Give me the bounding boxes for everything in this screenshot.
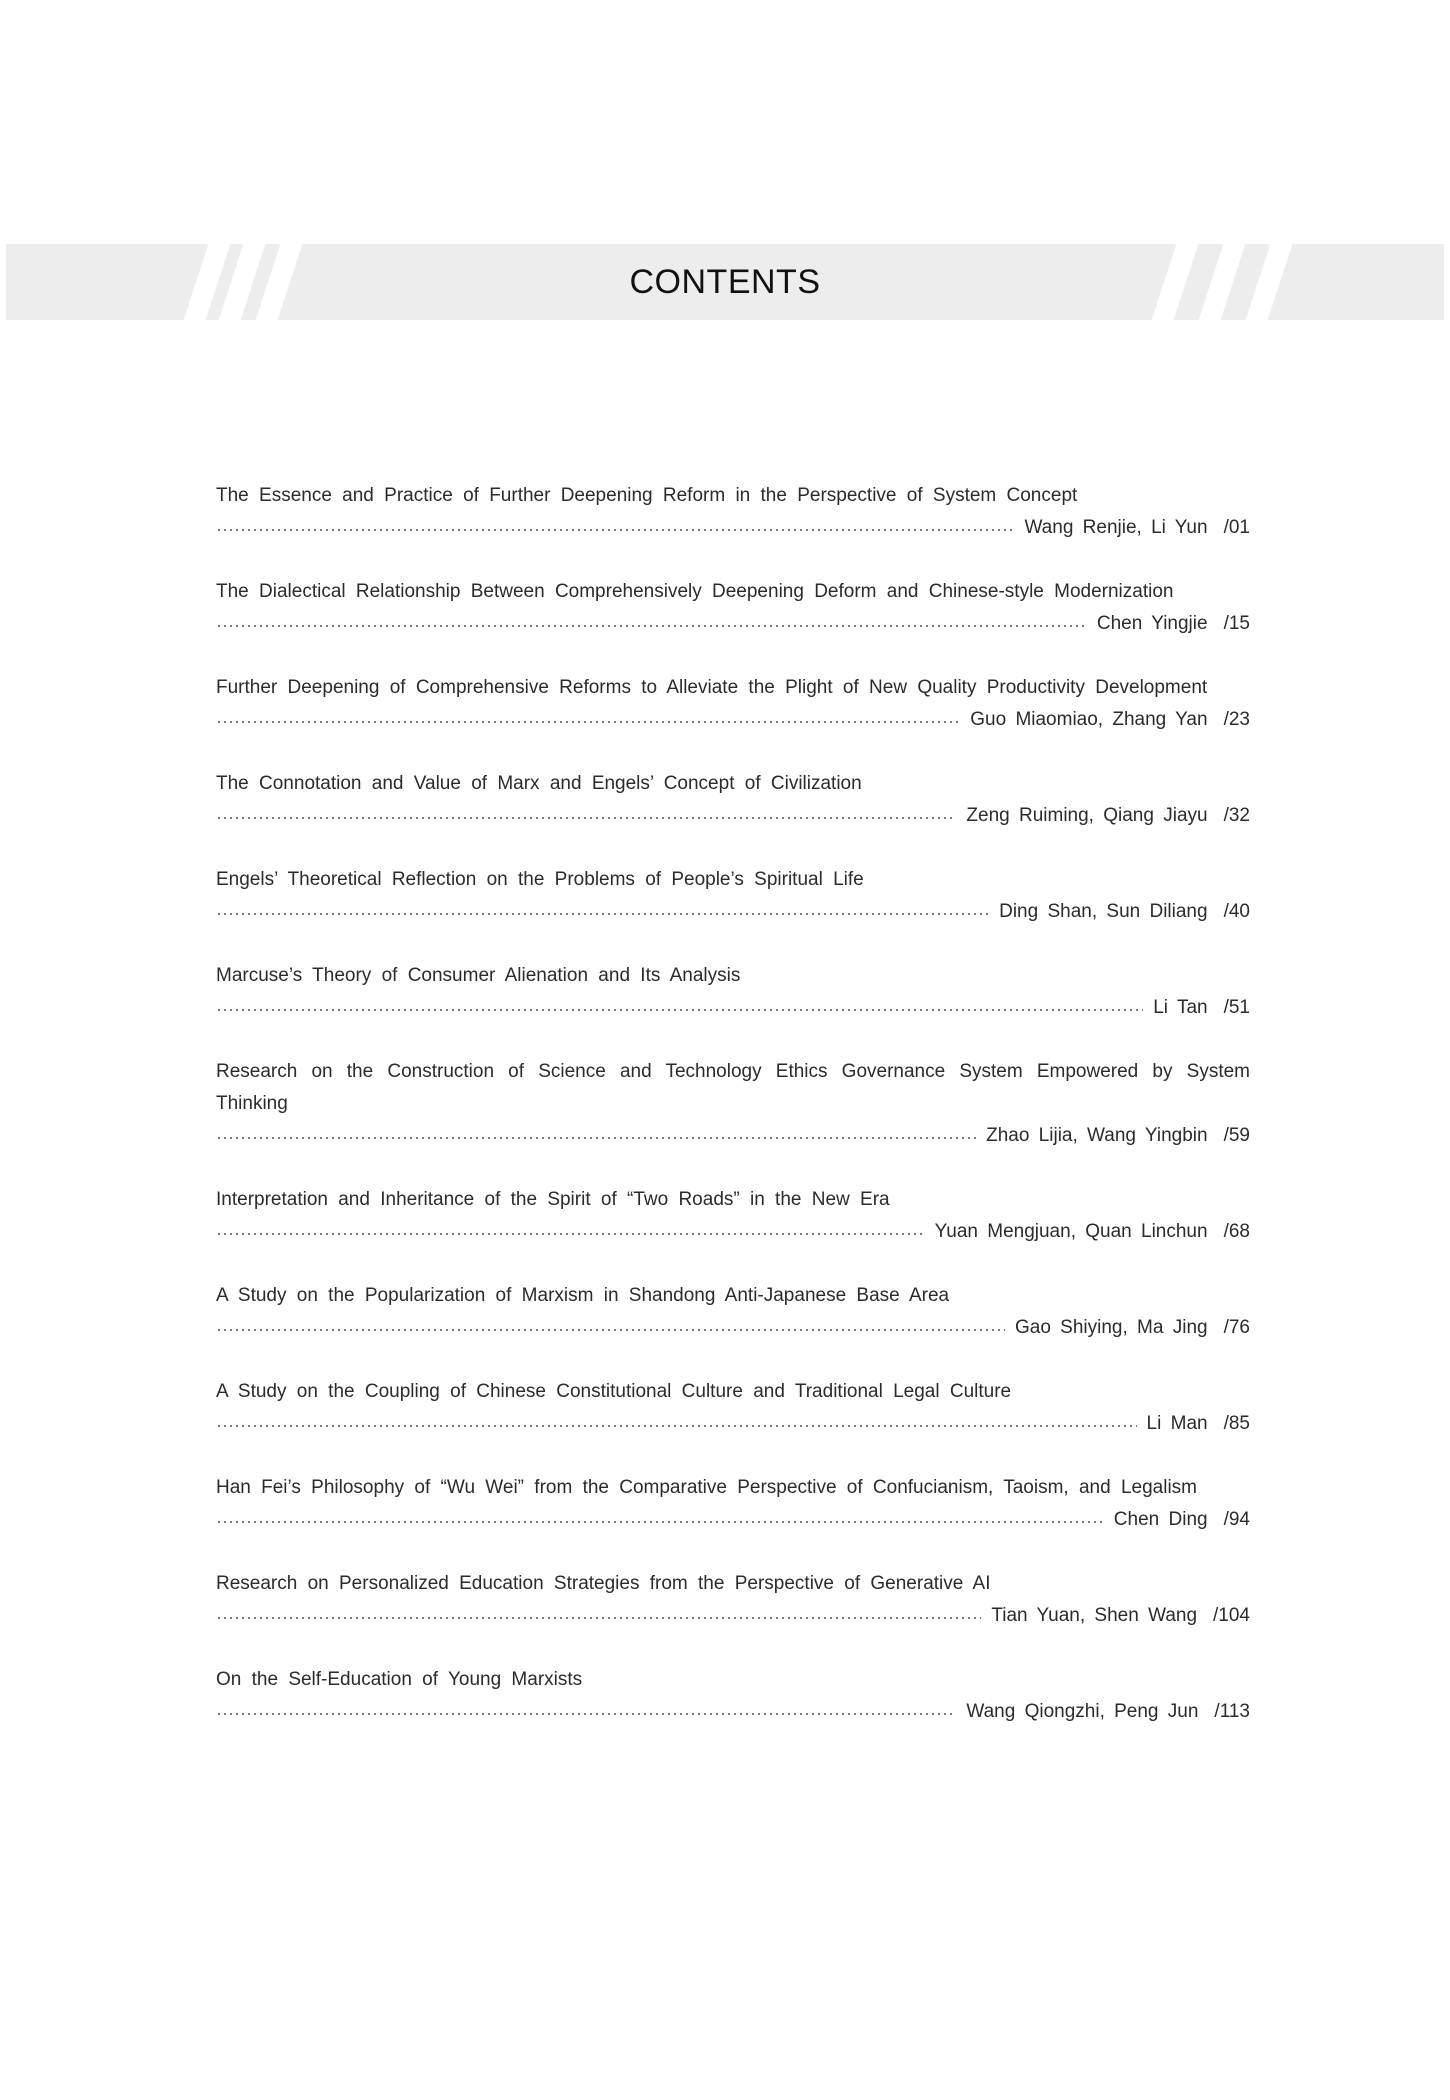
toc-entry-title[interactable]: The Dialectical Relationship Between Comprehensively Deepening Deform and Chinese-style Modernization — [216, 581, 1174, 602]
toc-entry-meta — [216, 1216, 1250, 1248]
dot-leader — [216, 1521, 1104, 1523]
toc-entry[interactable] — [216, 864, 1250, 928]
toc-entry-title[interactable]: Engels’ Theoretical Reflection on the Problems of People’s Spiritual Life — [216, 869, 864, 890]
table-of-contents — [216, 480, 1250, 1760]
toc-entry-meta — [216, 608, 1250, 640]
dot-leader — [216, 1425, 1137, 1427]
toc-entry-page[interactable]: /76 — [1223, 1317, 1250, 1338]
dot-leader — [216, 913, 989, 915]
toc-entry-meta — [216, 1600, 1250, 1632]
toc-entry-authors: Zhao Lijia, Wang Yingbin — [986, 1125, 1208, 1146]
toc-entry-meta — [216, 1312, 1250, 1344]
toc-entry-meta — [216, 704, 1250, 736]
toc-entry-title[interactable]: On the Self-Education of Young Marxists — [216, 1669, 583, 1690]
dot-leader — [216, 529, 1014, 531]
dot-leader — [216, 721, 960, 723]
toc-entry-title[interactable]: Interpretation and Inheritance of the Spirit of “Two Roads” in the New Era — [216, 1189, 890, 1210]
toc-entry[interactable] — [216, 1280, 1250, 1344]
toc-entry-meta — [216, 800, 1250, 832]
toc-entry-page[interactable]: /113 — [1214, 1701, 1250, 1722]
dot-leader — [216, 817, 956, 819]
toc-entry-authors: Zeng Ruiming, Qiang Jiayu — [966, 805, 1208, 826]
toc-entry-page[interactable]: /51 — [1223, 997, 1250, 1018]
toc-entry-page[interactable]: /85 — [1223, 1413, 1250, 1434]
toc-entry[interactable] — [216, 1664, 1250, 1728]
dot-leader — [216, 1329, 1005, 1331]
dot-leader — [216, 625, 1087, 627]
dot-leader — [216, 1713, 956, 1715]
toc-entry-title[interactable]: Han Fei’s Philosophy of “Wu Wei” from the Comparative Perspective of Confucianism, Taoism, and Legalism — [216, 1477, 1197, 1498]
contents-banner — [6, 244, 1444, 320]
toc-entry-authors: Wang Qiongzhi, Peng Jun — [966, 1701, 1199, 1722]
toc-entry-title[interactable]: Research on Personalized Education Strategies from the Perspective of Generative AI — [216, 1573, 991, 1594]
toc-entry-title[interactable]: A Study on the Coupling of Chinese Constitutional Culture and Traditional Legal Culture — [216, 1381, 1012, 1402]
toc-entry[interactable] — [216, 960, 1250, 1024]
toc-entry-title[interactable]: Further Deepening of Comprehensive Reforms to Alleviate the Plight of New Quality Productivity Development — [216, 677, 1208, 698]
dot-leader — [216, 1617, 981, 1619]
toc-entry[interactable] — [216, 672, 1250, 736]
toc-entry-title[interactable]: The Essence and Practice of Further Deepening Reform in the Perspective of System Concept — [216, 485, 1078, 506]
toc-entry-authors: Guo Miaomiao, Zhang Yan — [970, 709, 1208, 730]
dot-leader — [216, 1009, 1143, 1011]
toc-entry-page[interactable]: /59 — [1223, 1125, 1250, 1146]
toc-entry-title[interactable]: The Connotation and Value of Marx and Engels’ Concept of Civilization — [216, 773, 862, 794]
toc-entry-meta — [216, 1120, 1250, 1152]
toc-entry-title[interactable]: Marcuse’s Theory of Consumer Alienation and Its Analysis — [216, 965, 741, 986]
toc-entry-authors: Gao Shiying, Ma Jing — [1014, 1317, 1208, 1338]
toc-entry-meta — [216, 512, 1250, 544]
toc-entry-page[interactable]: /01 — [1223, 517, 1250, 538]
toc-entry-meta — [216, 896, 1250, 928]
toc-entry-authors: Wang Renjie, Li Yun — [1024, 517, 1208, 538]
toc-entry[interactable] — [216, 1568, 1250, 1632]
toc-entry[interactable] — [216, 480, 1250, 544]
dot-leader — [216, 1137, 976, 1139]
toc-entry[interactable] — [216, 1184, 1250, 1248]
toc-entry-authors: Ding Shan, Sun Diliang — [999, 901, 1208, 922]
toc-entry-page[interactable]: /23 — [1223, 709, 1250, 730]
toc-entry-meta — [216, 1408, 1250, 1440]
toc-entry-authors: Chen Ding — [1113, 1509, 1208, 1530]
toc-entry[interactable] — [216, 1056, 1250, 1152]
toc-entry-authors: Yuan Mengjuan, Quan Linchun — [934, 1221, 1208, 1242]
toc-entry-title[interactable]: A Study on the Popularization of Marxism in Shandong Anti-Japanese Base Area — [216, 1285, 950, 1306]
toc-entry-page[interactable]: /104 — [1213, 1605, 1250, 1626]
toc-entry[interactable] — [216, 768, 1250, 832]
toc-entry-authors: Chen Yingjie — [1096, 613, 1208, 634]
page-title: CONTENTS — [629, 263, 821, 301]
toc-entry[interactable] — [216, 1376, 1250, 1440]
toc-entry-page[interactable]: /15 — [1223, 613, 1250, 634]
toc-entry[interactable] — [216, 1472, 1250, 1536]
toc-entry-authors: Li Man — [1146, 1413, 1208, 1434]
toc-entry[interactable] — [216, 576, 1250, 640]
toc-entry-meta — [216, 992, 1250, 1024]
toc-entry-page[interactable]: /32 — [1223, 805, 1250, 826]
toc-entry-authors: Li Tan — [1153, 997, 1208, 1018]
toc-entry-authors: Tian Yuan, Shen Wang — [991, 1605, 1198, 1626]
toc-entry-meta — [216, 1504, 1250, 1536]
toc-entry-page[interactable]: /68 — [1223, 1221, 1250, 1242]
toc-entry-page[interactable]: /94 — [1223, 1509, 1250, 1530]
dot-leader — [216, 1233, 925, 1235]
toc-entry-title[interactable]: Research on the Construction of Science and Technology Ethics Governance System Empowered by System Thinking — [216, 1061, 1250, 1114]
toc-entry-meta — [216, 1696, 1250, 1728]
toc-entry-page[interactable]: /40 — [1223, 901, 1250, 922]
